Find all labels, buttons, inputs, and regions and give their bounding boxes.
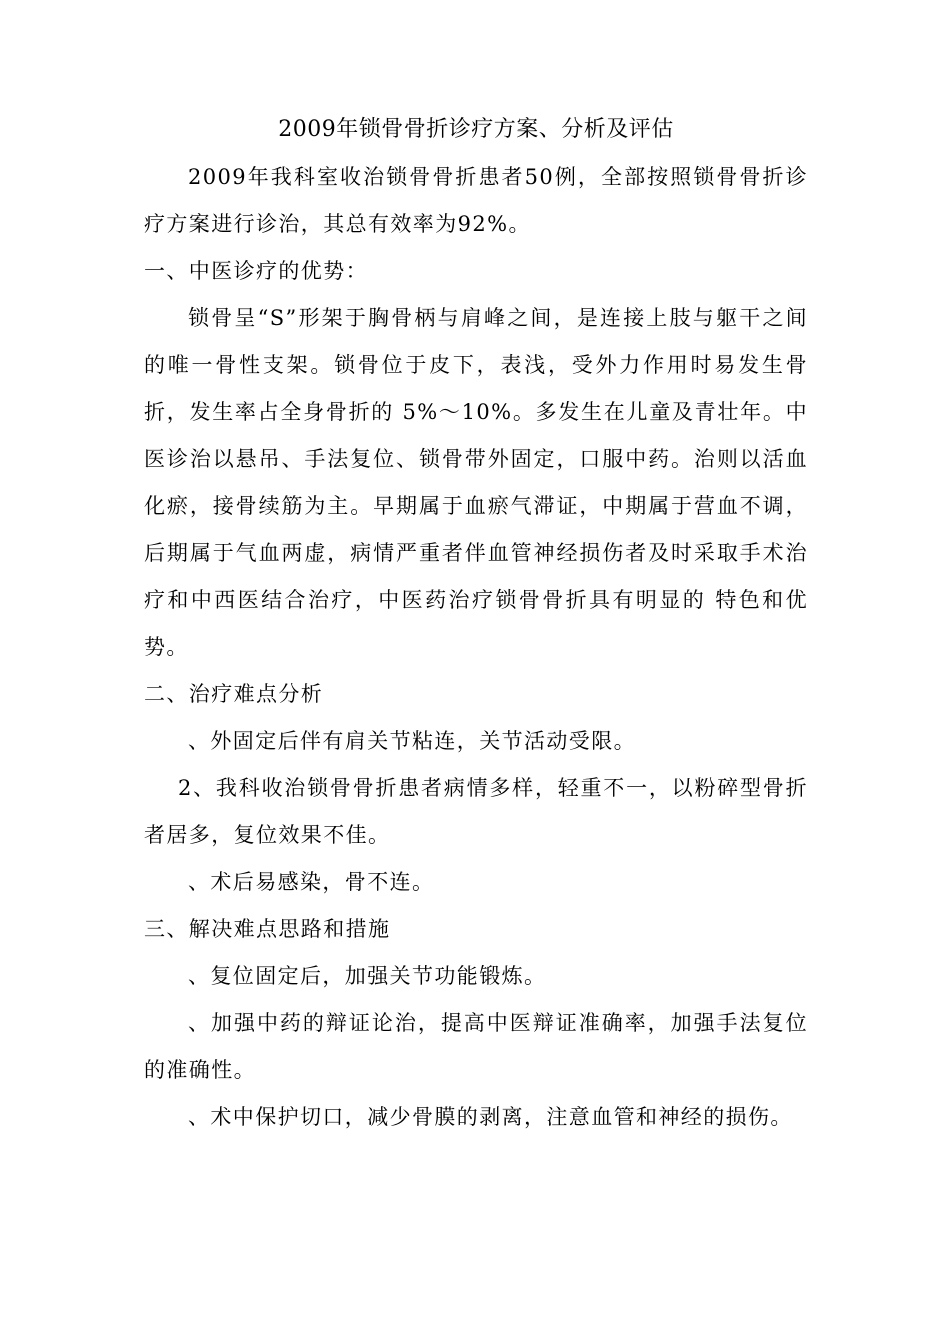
- solution-item-2: 、加强中药的辩证论治，提高中医辩证准确率，加强手法复位的准确性。: [144, 1011, 808, 1082]
- intro-paragraph: 2009年我科室收治锁骨骨折患者50例，全部按照锁骨骨折诊疗方案进行诊治，其总有效率为92%。: [144, 165, 808, 236]
- difficulty-item-3: 、术后易感染，骨不连。: [188, 870, 435, 894]
- section-heading-difficulties: 二、治疗难点分析: [144, 682, 324, 706]
- solution-item-1: 、复位固定后，加强关节功能锻炼。: [188, 964, 547, 988]
- solution-item-3: 、术中保护切口，减少骨膜的剥离，注意血管和神经的损伤。: [188, 1105, 793, 1129]
- difficulty-item-2: 2、我科收治锁骨骨折患者病情多样，轻重不一，以粉碎型骨折者居多，复位效果不佳。: [144, 776, 808, 847]
- document-title: 2009年锁骨骨折诊疗方案、分析及评估: [278, 117, 674, 142]
- section-heading-solutions: 三、解决难点思路和措施: [144, 917, 391, 941]
- section-heading-advantages: 一、中医诊疗的优势：: [144, 259, 368, 283]
- advantages-paragraph: 锁骨呈“S”形架于胸骨柄与肩峰之间，是连接上肢与躯干之间的唯一骨性支架。锁骨位于皮下，表浅，受外力作用时易发生骨折，发生率占全身骨折的 5%～10%。多发生在儿童及青壮年。中医诊治以悬吊、手法复位、锁骨带外固定，口服中药。治则以活血化瘀，接骨续筋为主。早期属于血瘀气滞证，中期属于营血不调，后期属于气血两虚，病情严重者伴血管神经损伤者及时采取手术治疗和中西医结合治疗，中医药治疗锁骨骨折具有明显的 特色和优势。: [144, 306, 808, 659]
- document-body: [144, 106, 808, 1141]
- difficulty-item-1: 、外固定后伴有肩关节粘连，关节活动受限。: [188, 729, 636, 753]
